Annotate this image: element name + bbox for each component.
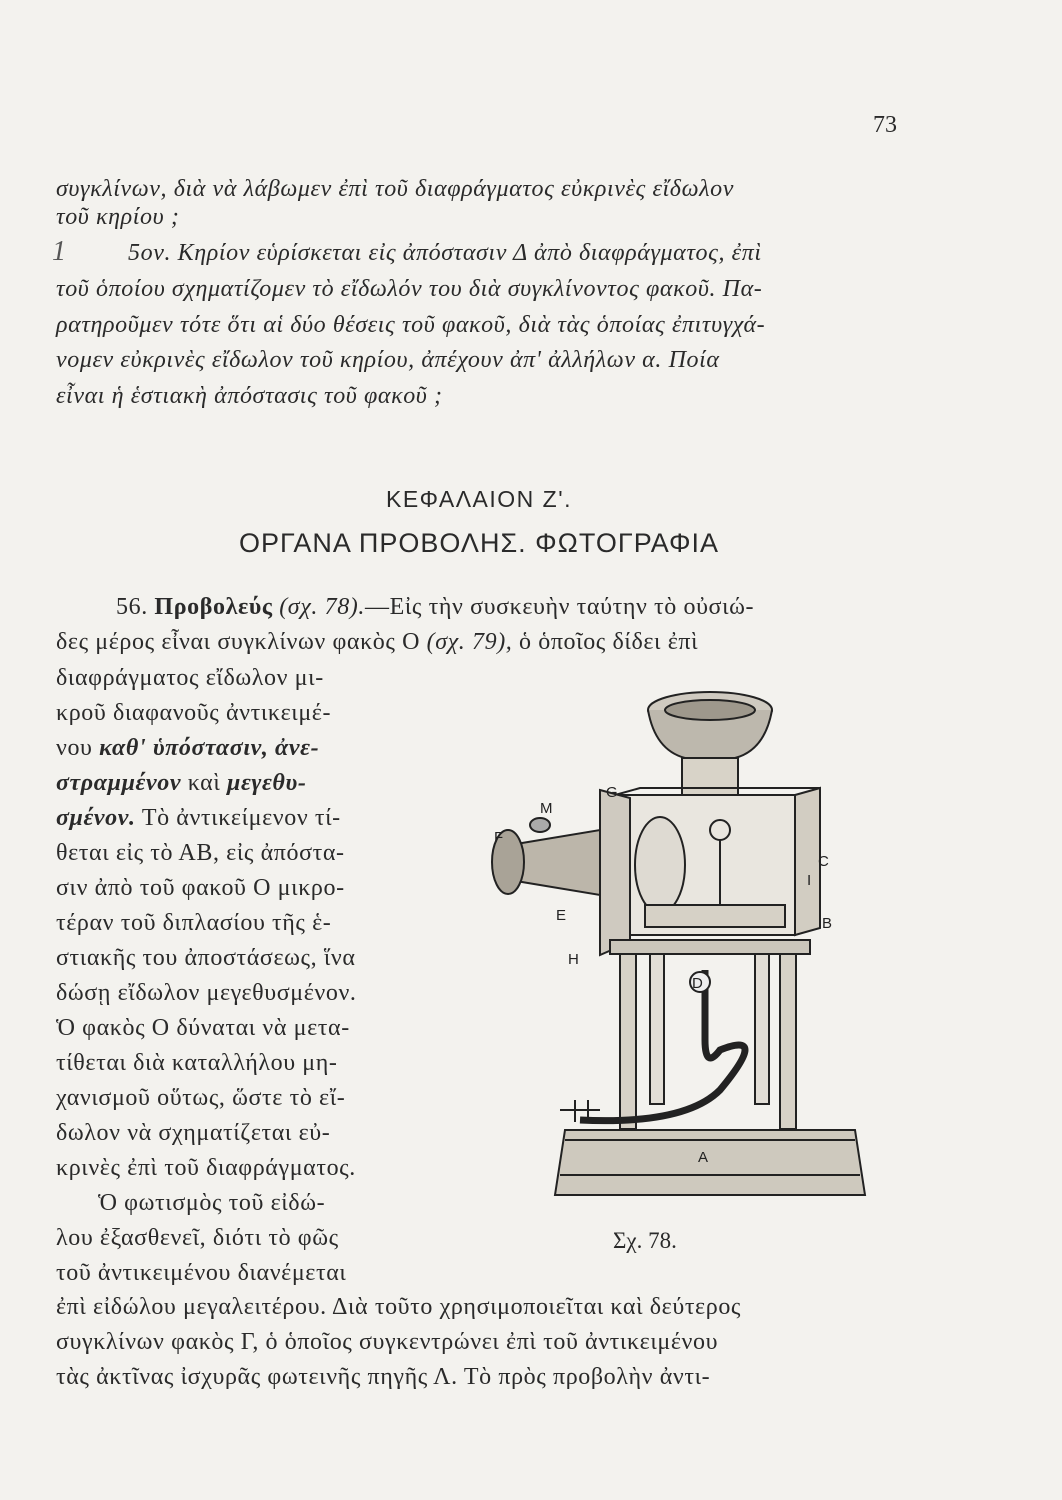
label-C: C — [818, 853, 829, 870]
text-line-5: ρατηροῦμεν τότε ὅτι αἱ δύο θέσεις τοῦ φακοῦ, διὰ τὰς ὁποίας ἐπιτυγχά- — [56, 312, 766, 338]
label-G: G — [606, 784, 618, 801]
text-line-3: 5ον. Κηρίον εὑρίσκεται εἰς ἀπόστασιν Δ ἀπὸ διαφράγματος, ἐπὶ — [128, 240, 762, 266]
bottom-line-1: ἐπὶ εἰδώλου μεγαλειτέρου. Διὰ τοῦτο χρησιμοποιεῖται καὶ δεύτερος — [56, 1294, 742, 1320]
column-line-5 — [56, 805, 341, 832]
section-line-2-text: δες μέρος εἶναι συγκλίνων φακὸς Ο — [56, 629, 421, 655]
section-line-2 — [56, 629, 698, 656]
label-F: F — [494, 829, 504, 846]
column-line-2: κροῦ διαφανοῦς ἀντικειμέ- — [56, 700, 332, 726]
projector-illustration — [470, 670, 910, 1215]
emphasis-real-inverted: καθ' ὑπόστασιν, ἀνε- — [99, 735, 320, 761]
text-line-7: εἶναι ἡ ἑστιακὴ ἀπόστασις τοῦ φακοῦ ; — [56, 383, 443, 409]
column-line-3 — [56, 735, 319, 762]
projector-figure — [470, 670, 910, 1215]
column-line-16: Ὁ φωτισμὸς τοῦ εἰδώ- — [98, 1190, 326, 1216]
column-line-9: στιακῆς του ἀποστάσεως, ἵνα — [56, 945, 356, 971]
section-number: 56. — [116, 594, 148, 620]
label-E: E — [556, 907, 567, 924]
chapter-title: ΟΡΓΑΝΑ ΠΡΟΒΟΛΗΣ. ΦΩΤΟΓΡΑΦΙΑ — [238, 528, 720, 558]
text-line-4: τοῦ ὁποίου σχηματίζομεν τὸ εἴδωλόν του διὰ συγκλίνοντος φακοῦ. Πα- — [56, 276, 763, 302]
label-H: H — [568, 951, 579, 968]
column-line-14: δωλον νὰ σχηματίζεται εὐ- — [56, 1120, 331, 1146]
section-intro-line — [116, 594, 754, 621]
label-D: D — [692, 975, 703, 992]
section-intro-rest: —Εἰς τὴν συσκευὴν ταύτην τὸ οὐσιώ- — [365, 594, 755, 620]
bottom-line-2: συγκλίνων φακὸς Γ, ὁ ὁποῖος συγκεντρώνει ἐπὶ τοῦ ἀντικειμένου — [56, 1329, 719, 1355]
section-line-2-rest: ὁ ὁποῖος δίδει ἐπὶ — [519, 629, 699, 655]
chapter-label: ΚΕΦΑΛΑΙΟΝ Ζ'. — [385, 486, 573, 512]
emphasis-inverted: στραμμένον — [56, 770, 182, 796]
column-line-8: τέραν τοῦ διπλασίου τῆς ἑ- — [56, 910, 332, 936]
column-line-12: τίθεται διὰ καταλλήλου μη- — [56, 1050, 338, 1076]
page-number: 73 — [873, 112, 897, 138]
column-line-10: δώσῃ εἴδωλον μεγεθυσμένον. — [56, 980, 357, 1006]
label-M: M — [540, 800, 553, 817]
column-line-13: χανισμοῦ οὕτως, ὥστε τὸ εἴ- — [56, 1085, 346, 1111]
text-line-6: νομεν εὐκρινὲς εἴδωλον τοῦ κηρίου, ἀπέχουν ἀπ' ἀλλήλων α. Ποία — [56, 347, 720, 373]
bottom-line-3: τὰς ἀκτῖνας ἰσχυρᾶς φωτεινῆς πηγῆς Λ. Τὸ πρὸς προβολὴν ἀντι- — [56, 1364, 711, 1390]
column-line-17: λου ἐξασθενεῖ, διότι τὸ φῶς — [56, 1225, 339, 1251]
column-line-11: Ὁ φακὸς Ο δύναται νὰ μετα- — [56, 1015, 350, 1041]
column-line-4-and: καὶ — [187, 770, 221, 796]
column-line-3a: νου — [56, 735, 93, 761]
column-line-4 — [56, 770, 306, 797]
label-B: B — [822, 915, 833, 932]
margin-note: 1 — [52, 236, 66, 267]
label-A: A — [698, 1149, 709, 1166]
section-heading: Προβολεύς — [154, 594, 273, 620]
column-line-1: διαφράγματος εἴδωλον μι- — [56, 665, 324, 691]
figure-ref-78: (σχ. 78). — [279, 594, 365, 620]
figure-ref-79: (σχ. 79), — [426, 629, 513, 655]
text-line-2: τοῦ κηρίου ; — [56, 204, 180, 230]
emphasis-magnified: μεγεθυ- — [227, 770, 307, 796]
column-line-7: σιν ἀπὸ τοῦ φακοῦ Ο μικρο- — [56, 875, 345, 901]
column-line-6: θεται εἰς τὸ ΑΒ, εἰς ἀπόστα- — [56, 840, 345, 866]
text-line-1: συγκλίνων, διὰ νὰ λάβωμεν ἐπὶ τοῦ διαφράγματος εὐκρινὲς εἴδωλον — [56, 176, 734, 202]
emphasis-magnified-end: σμένον. — [56, 805, 136, 831]
figure-caption: Σχ. 78. — [613, 1228, 677, 1253]
column-line-5-rest: Τὸ ἀντικείμενον τί- — [141, 805, 341, 831]
column-line-15: κρινὲς ἐπὶ τοῦ διαφράγματος. — [56, 1155, 356, 1181]
label-I: I — [807, 872, 812, 889]
column-line-18: τοῦ ἀντικειμένου διανέμεται — [56, 1260, 347, 1286]
